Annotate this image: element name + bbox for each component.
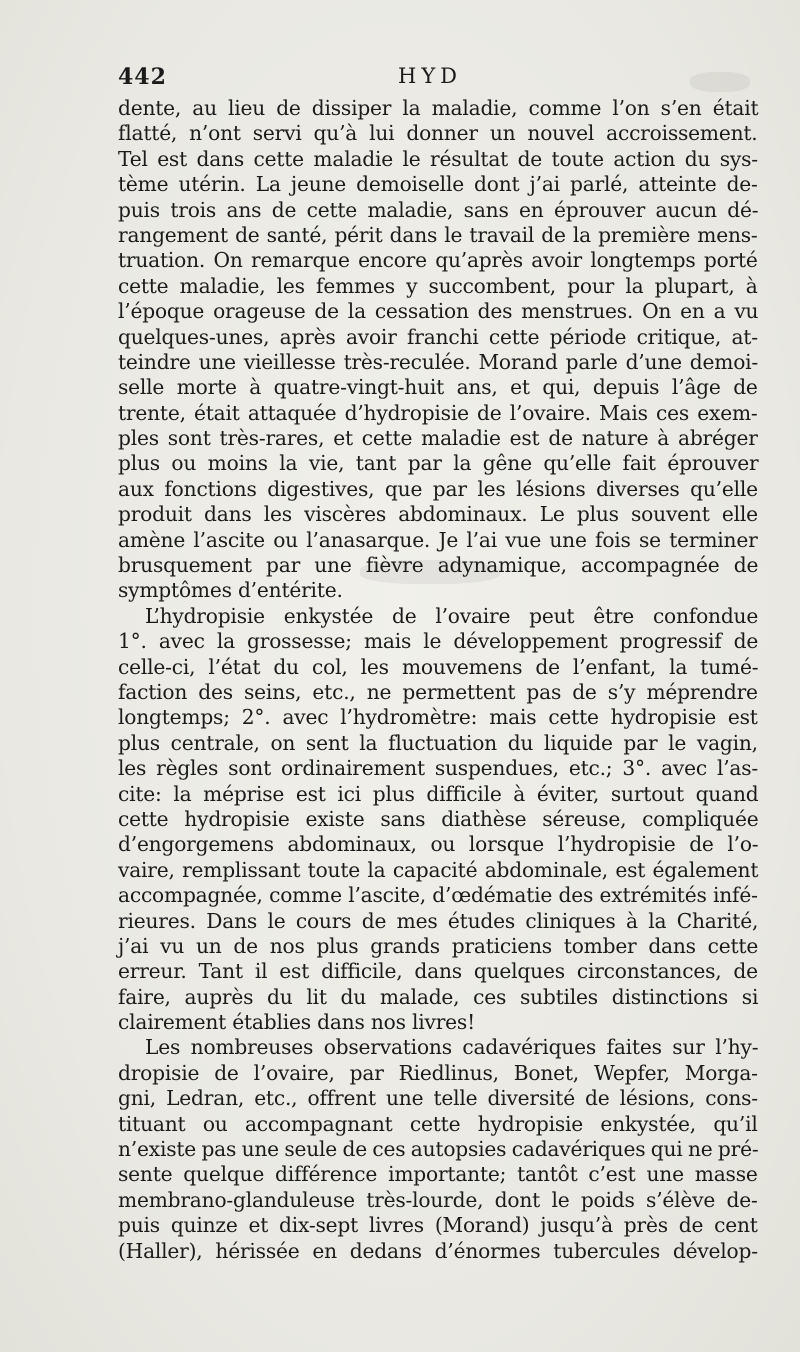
text-line: teindre une vieillesse très-reculée. Morand parle d’une demoi- xyxy=(118,349,759,374)
text-line: plus centrale, on sent la fluctuation du liquide par le vagin, xyxy=(118,730,758,755)
text-line: rangement de santé, périt dans le travail de la première mens- xyxy=(118,222,758,247)
text-line: tituant ou accompagnant cette hydropisie enkystée, qu’il xyxy=(118,1111,758,1136)
page-header xyxy=(118,64,758,94)
text-line: clairement établies dans nos livres! xyxy=(118,1010,475,1035)
text-line: gni, Ledran, etc., offrent une telle diversité de lésions, cons- xyxy=(118,1086,758,1111)
text-line: truation. On remarque encore qu’après avoir longtemps porté xyxy=(118,248,758,273)
text-line: celle-ci, l’état du col, les mouvemens de l’enfant, la tumé- xyxy=(118,654,759,679)
text-line: accompagnée, comme l’ascite, d’œdématie des extrémités infé- xyxy=(118,883,758,908)
text-line: tème utérin. La jeune demoiselle dont j’ai parlé, atteinte de- xyxy=(118,172,758,197)
page-number: 442 xyxy=(118,64,167,90)
text-line: 1°. avec la grossesse; mais le développement progressif de xyxy=(118,629,759,654)
text-line: vaire, remplissant toute la capacité abdominale, est également xyxy=(118,857,759,882)
text-line: L’hydropisie enkystée de l’ovaire peut être confondue xyxy=(145,603,759,628)
text-line: ples sont très-rares, et cette maladie est de nature à abréger xyxy=(118,426,758,451)
text-line: d’engorgemens abdominaux, ou lorsque l’hydropisie de l’o- xyxy=(118,832,759,857)
text-line: faire, auprès du lit du malade, ces subtiles distinctions si xyxy=(118,984,759,1009)
text-line: Tel est dans cette maladie le résultat de toute action du sys- xyxy=(118,146,758,171)
text-line: selle morte à quatre-vingt-huit ans, et qui, depuis l’âge de xyxy=(118,375,758,400)
text-line: amène l’ascite ou l’anasarque. Je l’ai vue une fois se terminer xyxy=(118,527,758,552)
text-line: dropisie de l’ovaire, par Riedlinus, Bonet, Wepfer, Morga- xyxy=(118,1060,758,1085)
text-line: sente quelque différence importante; tantôt c’est une masse xyxy=(118,1162,758,1187)
text-line: flatté, n’ont servi qu’à lui donner un nouvel accroissement. xyxy=(118,121,758,146)
text-line: cette maladie, les femmes y succombent, pour la plupart, à xyxy=(118,273,758,298)
text-line: (Haller), hérissée en dedans d’énormes tubercules dévelop- xyxy=(118,1238,758,1263)
text-line: n’existe pas une seule de ces autopsies cadavériques qui ne pré- xyxy=(118,1137,759,1162)
text-line: membrano-glanduleuse très-lourde, dont le poids s’élève de- xyxy=(118,1187,758,1212)
body-text xyxy=(118,96,758,1264)
text-line: aux fonctions digestives, que par les lésions diverses qu’elle xyxy=(118,476,758,501)
text-line: faction des seins, etc., ne permettent pas de s’y méprendre xyxy=(118,679,758,704)
text-line: Les nombreuses observations cadavériques faites sur l’hy- xyxy=(145,1035,759,1060)
text-line: longtemps; 2°. avec l’hydromètre: mais cette hydropisie est xyxy=(118,705,758,730)
text-line: quelques-unes, après avoir franchi cette période critique, at- xyxy=(118,324,758,349)
text-line: cite: la méprise est ici plus difficile à éviter, surtout quand xyxy=(118,781,759,806)
running-head: HYD xyxy=(398,64,463,88)
text-line: trente, était attaquée d’hydropisie de l’ovaire. Mais ces exem- xyxy=(118,400,758,425)
text-line: plus ou moins la vie, tant par la gêne qu’elle fait éprouver xyxy=(118,451,759,476)
text-line: rieures. Dans le cours de mes études cliniques à la Charité, xyxy=(118,908,759,933)
text-line: erreur. Tant il est difficile, dans quelques circonstances, de xyxy=(118,959,758,984)
text-line: produit dans les viscères abdominaux. Le plus souvent elle xyxy=(118,502,758,527)
text-line: symptômes d’entérite. xyxy=(118,578,343,603)
text-line: cette hydropisie existe sans diathèse séreuse, compliquée xyxy=(118,806,759,831)
text-line: les règles sont ordinairement suspendues, etc.; 3°. avec l’as- xyxy=(118,756,759,781)
text-line: j’ai vu un de nos plus grands praticiens tomber dans cette xyxy=(118,933,759,958)
text-line: l’époque orageuse de la cessation des menstrues. On en a vu xyxy=(118,299,759,324)
text-line: brusquement par une fièvre adynamique, accompagnée de xyxy=(118,553,759,578)
text-line: puis quinze et dix-sept livres (Morand) jusqu’à près de cent xyxy=(118,1213,758,1238)
text-line: dente, au lieu de dissiper la maladie, comme l’on s’en était xyxy=(118,96,759,120)
text-line: puis trois ans de cette maladie, sans en éprouver aucun dé- xyxy=(118,197,759,222)
